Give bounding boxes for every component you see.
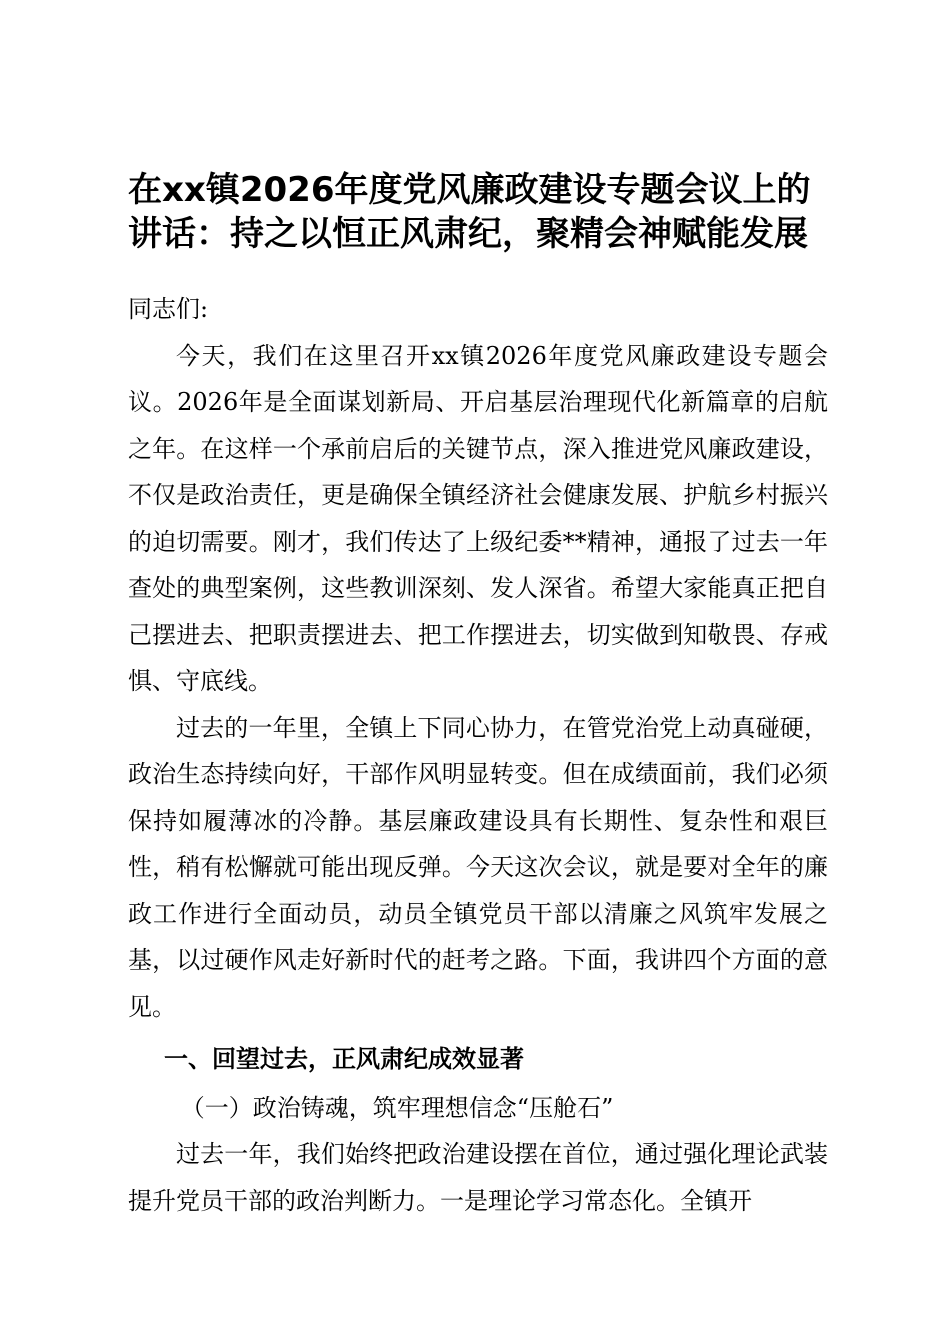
paragraph-1: 今天，我们在这里召开xx镇2026年度党风廉政建设专题会议。2026年是全面谋划新局、开启基层治理现代化新篇章的启航之年。在这样一个承前启后的关键节点，深入推进党风廉政建设，不仅是政治责任，更是确保全镇经济社会健康发展、护航乡村振兴的迫切需要。刚才，我们传达了上级纪委**精神，通报了过去一年查处的典型案例，这些教训深刻、发人深省。希望大家能真正把自己摆进去、把职责摆进去、把工作摆进去，切实做到知敬畏、存戒惧、守底线。 — [128, 341, 828, 695]
section-heading: 一、回望过去，正风肃纪成效显著 — [164, 1045, 524, 1073]
document-title — [128, 168, 828, 256]
subsection-heading: （一）政治铸魂，筑牢理想信念“压舱石” — [180, 1093, 614, 1122]
paragraph-2: 过去的一年里，全镇上下同心协力，在管党治党上动真碰硬，政治生态持续向好，干部作风明显转变。但在成绩面前，我们必须保持如履薄冰的冷静。基层廉政建设具有长期性、复杂性和艰巨性，稍有松懈就可能出现反弹。今天这次会议，就是要对全年的廉政工作进行全面动员，动员全镇党员干部以清廉之风筑牢发展之基，以过硬作风走好新时代的赶考之路。下面，我讲四个方面的意见。 — [128, 713, 828, 1021]
title-line-1: 在xx镇2026年度党风廉政建设专题会议上的 — [128, 170, 811, 210]
salutation: 同志们: — [128, 295, 209, 323]
paragraph-3: 过去一年，我们始终把政治建设摆在首位，通过强化理论武装提升党员干部的政治判断力。一是理论学习常态化。全镇开 — [128, 1140, 828, 1215]
document-body — [128, 286, 828, 1224]
title-line-2: 讲话：持之以恒正风肃纪，聚精会神赋能发展 — [128, 214, 808, 254]
